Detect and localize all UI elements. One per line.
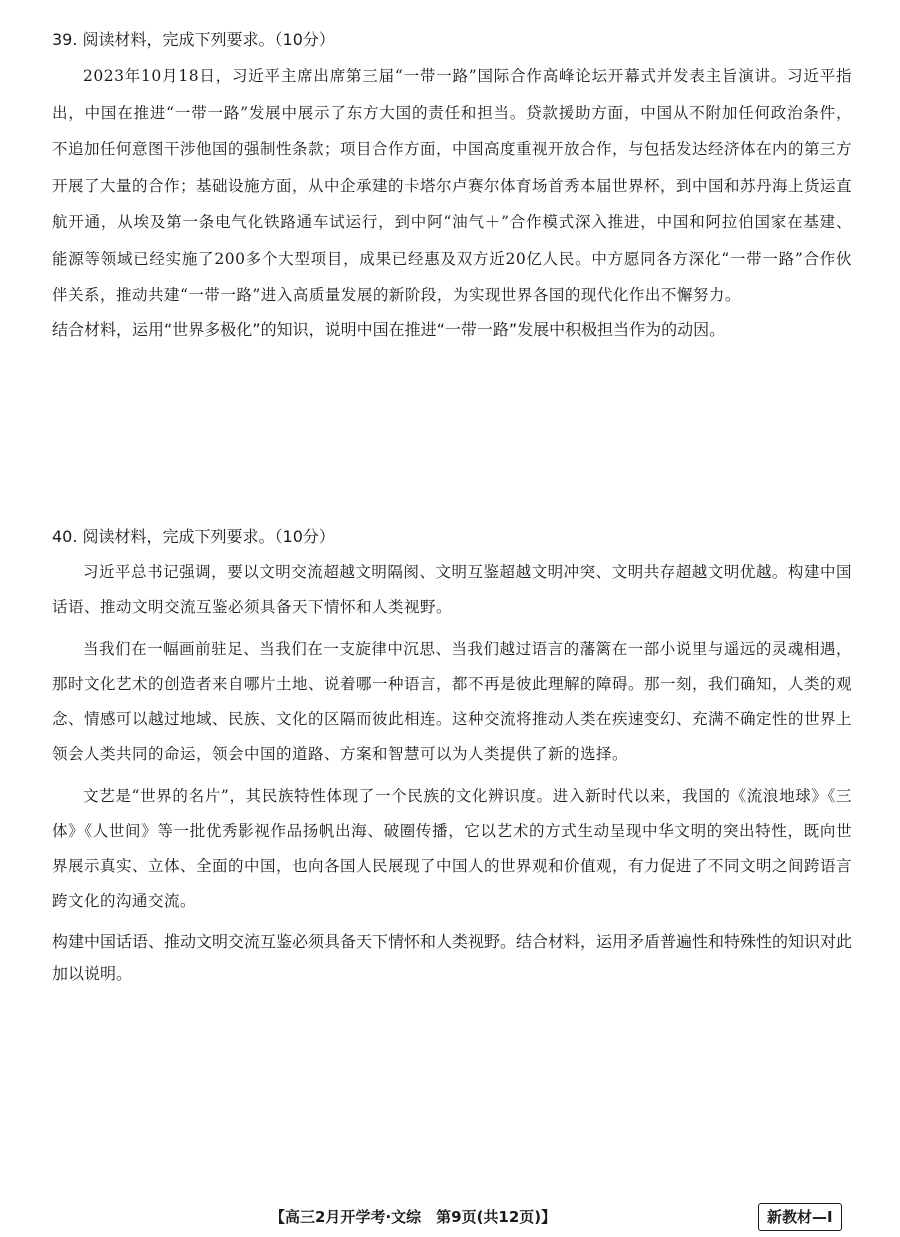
question-40-material-2: 当我们在一幅画前驻足、当我们在一支旋律中沉思、当我们越过语言的藩篱在一部小说里与遥远的灵魂相遇，那时文化艺术的创造者来自哪片土地、说着哪一种语言，都不再是彼此理解的障碍。那一刻，我们确知，人类的观念、情感可以越过地域、民族、文化的区隔而彼此相连。这种交流将推动人类在疾速变幻、充满不确定性的世界上领会人类共同的命运，领会中国的道路、方案和智慧可以为人类提供了新的选择。 <box>52 640 853 763</box>
question-40-material-1: 习近平总书记强调，要以文明交流超越文明隔阂、文明互鉴超越文明冲突、文明共存超越文明优越。构建中国话语、推动文明交流互鉴必须具备天下情怀和人类视野。 <box>52 563 852 616</box>
page-footer <box>0 1203 900 1233</box>
question-39-prompt: 结合材料，运用“世界多极化”的知识，说明中国在推进“一带一路”发展中积极担当作为的动因。 <box>52 319 726 339</box>
question-39 <box>52 28 852 346</box>
question-40 <box>52 525 852 990</box>
footer-page-info: 【高三2月开学考·文综 第9页(共12页)】 <box>270 1208 557 1226</box>
question-40-header: 40. 阅读材料，完成下列要求。（10分） <box>52 527 335 546</box>
question-39-header: 39. 阅读材料，完成下列要求。（10分） <box>52 30 335 49</box>
question-39-material: 2023年10月18日，习近平主席出席第三届“一带一路”国际合作高峰论坛开幕式并发表主旨演讲。习近平指出，中国在推进“一带一路”发展中展示了东方大国的责任和担当。贷款援助方面，中国从不附加任何政治条件，不追加任何意图干涉他国的强制性条款；项目合作方面，中国高度重视开放合作，与包括发达经济体在内的第三方开展了大量的合作；基础设施方面，从中企承建的卡塔尔卢赛尔体育场首秀本届世界杯，到中国和苏丹海上货运直航开通，从埃及第一条电气化铁路通车试运行，到中阿“油气＋”合作模式深入推进，中国和阿拉伯国家在基建、能源等领域已经实施了200多个大型项目，成果已经惠及双方近20亿人民。中方愿同各方深化“一带一路”合作伙伴关系，推动共建“一带一路”进入高质量发展的新阶段，为实现世界各国的现代化作出不懈努力。 <box>52 67 853 304</box>
question-40-material-3: 文艺是“世界的名片”，其民族特性体现了一个民族的文化辨识度。进入新时代以来，我国的《流浪地球》《三体》《人世间》等一批优秀影视作品扬帆出海、破圈传播，它以艺术的方式生动呈现中华文明的突出特性，既向世界展示真实、立体、全面的中国，也向各国人民展现了中国人的世界观和价值观，有力促进了不同文明之间跨语言跨文化的沟通交流。 <box>52 787 853 910</box>
footer-edition-tag: 新教材—I <box>758 1203 842 1231</box>
question-40-prompt: 构建中国话语、推动文明交流互鉴必须具备天下情怀和人类视野。结合材料，运用矛盾普遍性和特殊性的知识对此加以说明。 <box>52 932 853 983</box>
